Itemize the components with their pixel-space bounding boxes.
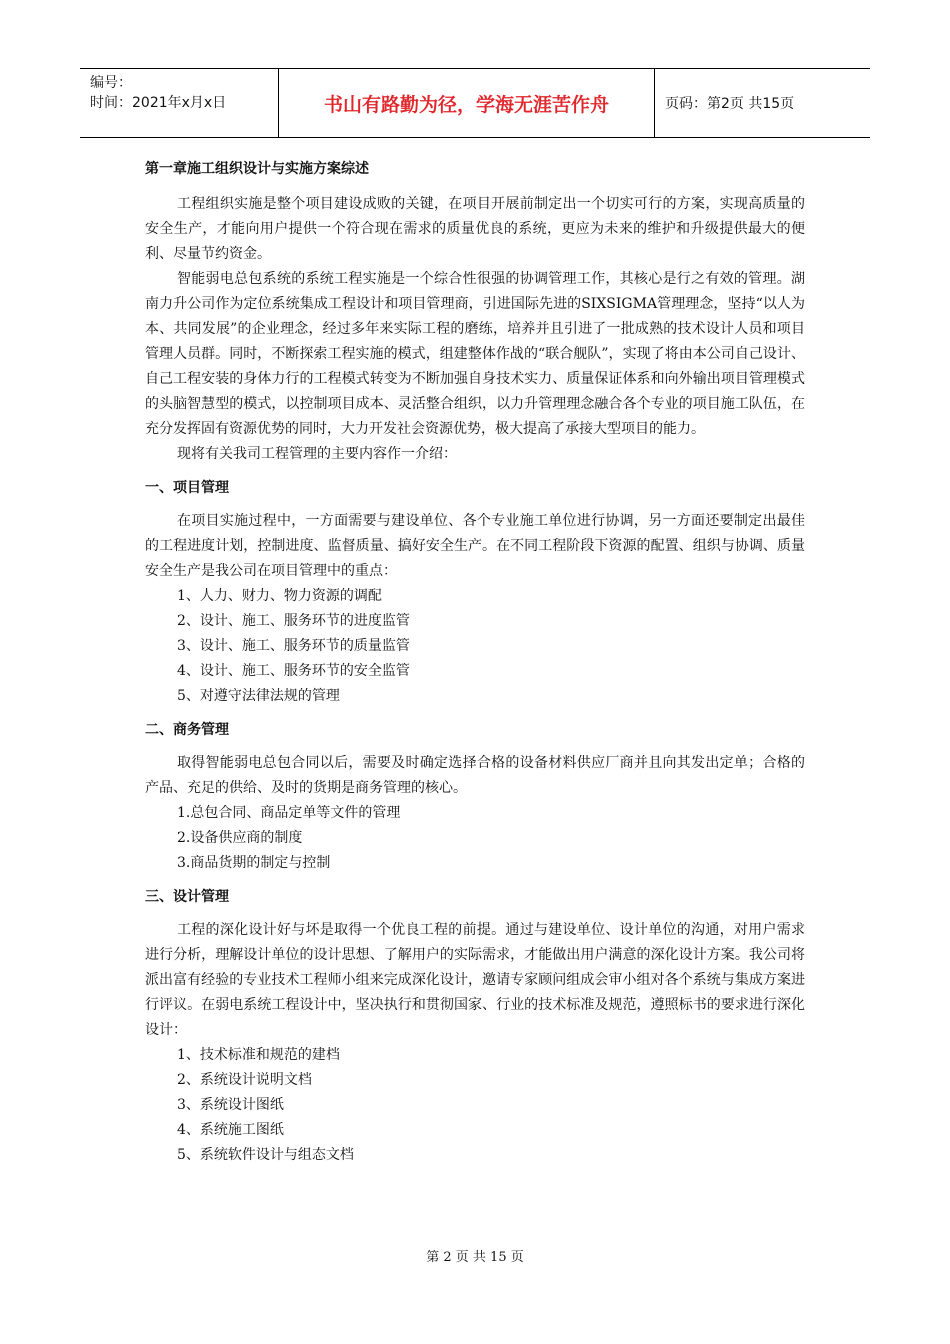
chapter-title: 第一章施工组织设计与实施方案综述	[145, 161, 369, 177]
list-item: 1.总包合同、商品定单等文件的管理	[177, 805, 401, 821]
list-item: 3.商品货期的制定与控制	[177, 855, 331, 871]
list-item: 1、人力、财力、物力资源的调配	[177, 588, 382, 604]
header-time-label: 时间：2021年x月x日	[90, 95, 227, 111]
list-item: 4、设计、施工、服务环节的安全监管	[177, 663, 410, 679]
list-item: 3、系统设计图纸	[177, 1097, 284, 1113]
document-body	[145, 158, 805, 1168]
header-meta	[80, 69, 279, 137]
list-item: 2.设备供应商的制度	[177, 830, 303, 846]
header-code-label: 编号：	[90, 75, 132, 91]
list-item: 1、技术标准和规范的建档	[177, 1047, 340, 1063]
list-item: 5、对遵守法律法规的管理	[177, 688, 340, 704]
section-title: 二、商务管理	[145, 722, 229, 738]
section-paragraph: 在项目实施过程中，一方面需要与建设单位、各个专业施工单位进行协调，另一方面还要制定出最佳的工程进度计划，控制进度、监督质量、搞好安全生产。在不同工程阶段下资源的配置、组织与协调、质量安全生产是我公司在项目管理中的重点：	[145, 513, 805, 579]
section-title: 三、设计管理	[145, 889, 229, 905]
list-item: 5、系统软件设计与组态文档	[177, 1147, 354, 1163]
page-footer: 第 2 页 共 15 页	[426, 1250, 524, 1265]
section-paragraph: 工程的深化设计好与坏是取得一个优良工程的前提。通过与建设单位、设计单位的沟通，对用户需求进行分析，理解设计单位的设计思想、了解用户的实际需求，才能做出用户满意的深化设计方案。我公司将派出富有经验的专业技术工程师小组来完成深化设计，邀请专家顾问组成会审小组对各个系统与集成方案进行评议。在弱电系统工程设计中，坚决执行和贯彻国家、行业的技术标准及规范，遵照标书的要求进行深化设计：	[145, 922, 805, 1038]
list-item: 2、系统设计说明文档	[177, 1072, 312, 1088]
list-item: 4、系统施工图纸	[177, 1122, 284, 1138]
section-paragraph: 取得智能弱电总包合同以后，需要及时确定选择合格的设备材料供应厂商并且向其发出定单；合格的产品、充足的供给、及时的货期是商务管理的核心。	[145, 755, 805, 796]
list-item: 2、设计、施工、服务环节的进度监管	[177, 613, 410, 629]
list-item: 3、设计、施工、服务环节的质量监管	[177, 638, 410, 654]
section-title: 一、项目管理	[145, 480, 229, 496]
intro-paragraph: 智能弱电总包系统的系统工程实施是一个综合性很强的协调管理工作，其核心是行之有效的管理。湖南力升公司作为定位系统集成工程设计和项目管理商，引进国际先进的SIXSIGMA管理理念，坚持“以人为本、共同发展”的企业理念，经过多年来实际工程的磨练，培养并且引进了一批成熟的技术设计人员和项目管理人员群。同时，不断探索工程实施的模式，组建整体作战的“联合舰队”，实现了将由本公司自己设计、自己工程安装的身体力行的工程模式转变为不断加强自身技术实力、质量保证体系和向外输出项目管理模式的头脑智慧型的模式，以控制项目成本、灵活整合组织，以力升管理理念融合各个专业的项目施工队伍，在充分发挥固有资源优势的同时，大力开发社会资源优势，极大提高了承接大型项目的能力。	[145, 271, 805, 437]
intro-paragraph: 现将有关我司工程管理的主要内容作一介绍：	[177, 446, 457, 462]
header-motto: 书山有路勤为径，学海无涯苦作舟	[279, 69, 655, 137]
header-page-info: 页码：第2页 共15页	[665, 96, 795, 112]
intro-paragraph: 工程组织实施是整个项目建设成败的关键，在项目开展前制定出一个切实可行的方案，实现高质量的安全生产，才能向用户提供一个符合现在需求的质量优良的系统，更应为未来的维护和升级提供最大的便利、尽量节约资金。	[145, 196, 805, 262]
page-header	[80, 68, 870, 138]
